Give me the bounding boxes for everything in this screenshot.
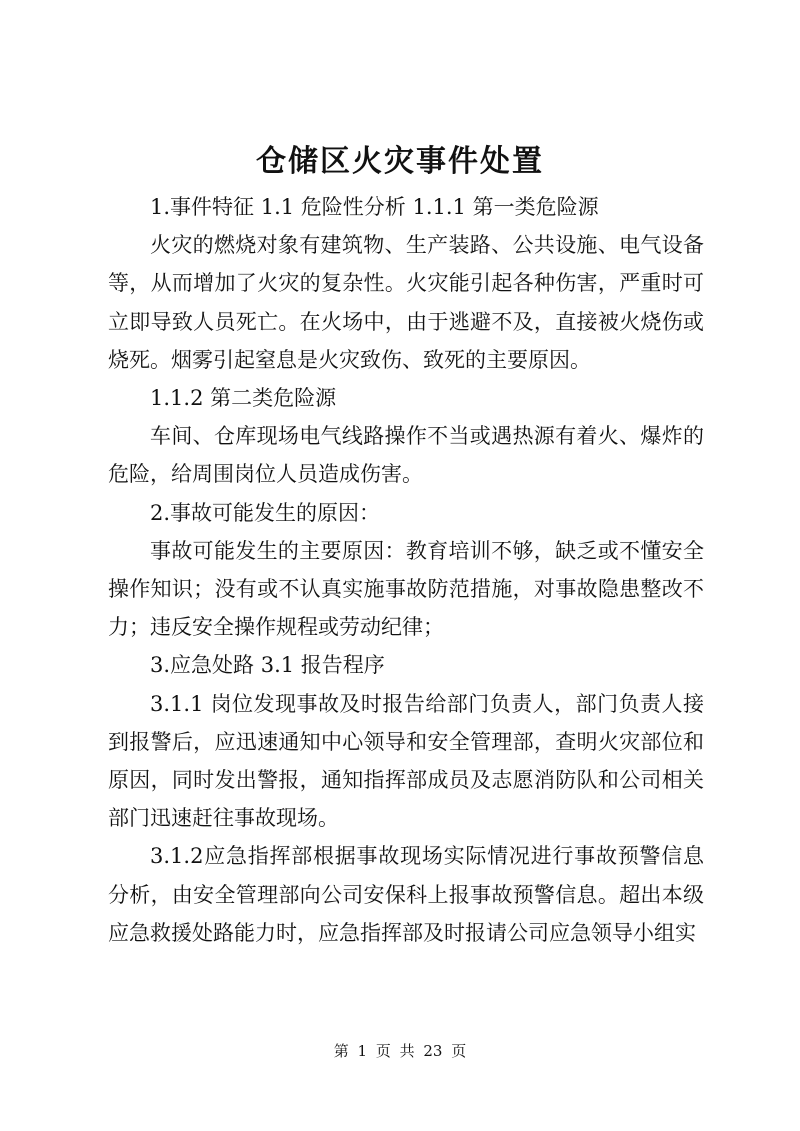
page-footer: 第 1 页 共 23 页 — [333, 1042, 467, 1060]
paragraph-causes: 事故可能发生的主要原因：教育培训不够，缺乏或不懂安全操作知识；没有或不认真实施事故防范措施，对事故隐患整改不力；违反安全操作规程或劳动纪律； — [108, 538, 704, 640]
document-body — [108, 188, 704, 952]
paragraph-electrical-hazard: 车间、仓库现场电气线路操作不当或遇热源有着火、爆炸的危险，给周围岗位人员造成伤害。 — [108, 424, 704, 487]
document-title: 仓储区火灾事件处置 — [256, 144, 544, 179]
paragraph-3-1-1: 3.1.1 岗位发现事故及时报告给部门负责人，部门负责人接到报警后，应迅速通知中心领导和安全管理部，查明火灾部位和原因，同时发出警报，通知指挥部成员及志愿消防队和公司相关部门迅速赶往事故现场。 — [108, 691, 704, 831]
paragraph-heading-3: 3.应急处路 3.1 报告程序 — [150, 653, 385, 678]
paragraph-3-1-2: 3.1.2应急指挥部根据事故现场实际情况进行事故预警信息分析，由安全管理部向公司安保科上报事故预警信息。超出本级应急救援处路能力时，应急指挥部及时报请公司应急领导小组实 — [108, 844, 704, 945]
paragraph-heading-1: 1.事件特征 1.1 危险性分析 1.1.1 第一类危险源 — [150, 195, 599, 219]
paragraph-heading-1-1-2: 1.1.2 第二类危险源 — [150, 386, 337, 411]
paragraph-fire-hazard: 火灾的燃烧对象有建筑物、生产装路、公共设施、电气设备等，从而增加了火灾的复杂性。火灾能引起各种伤害，严重时可立即导致人员死亡。在火场中，由于逃避不及，直接被火烧伤或烧死。烟雾引起窒息是火灾致伤、致死的主要原因。 — [108, 233, 704, 372]
paragraph-heading-2: 2.事故可能发生的原因： — [150, 500, 381, 525]
